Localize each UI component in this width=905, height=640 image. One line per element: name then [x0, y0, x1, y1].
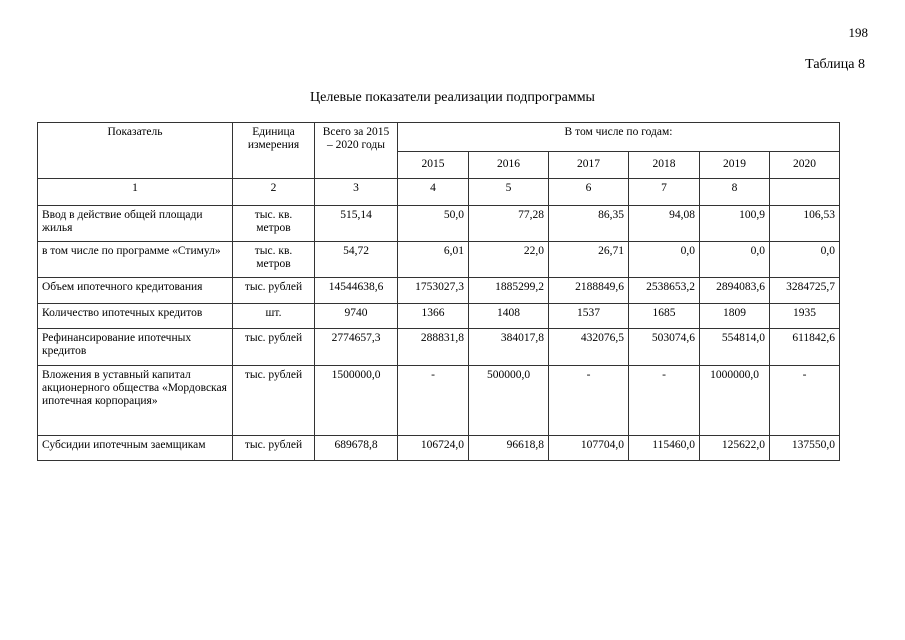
row-value: 77,28: [469, 206, 549, 242]
column-index: 3: [315, 179, 398, 206]
column-index: 7: [629, 179, 700, 206]
row-value: 2188849,6: [549, 278, 629, 304]
row-label: Рефинансирование ипотечных кредитов: [38, 329, 233, 366]
column-index: 1: [38, 179, 233, 206]
row-value: 1537: [549, 304, 629, 329]
row-value: 0,0: [700, 242, 770, 278]
row-value: 106,53: [770, 206, 840, 242]
row-label: Количество ипотечных кредитов: [38, 304, 233, 329]
row-value: 107704,0: [549, 436, 629, 461]
row-unit: тыс. рублей: [233, 329, 315, 366]
table-row: [38, 366, 840, 436]
header-unit: Единица измерения: [233, 123, 315, 179]
row-value: -: [770, 366, 840, 436]
row-value: -: [629, 366, 700, 436]
header-by-years: В том числе по годам:: [398, 123, 840, 152]
row-value: 1685: [629, 304, 700, 329]
row-value: 86,35: [549, 206, 629, 242]
header-year-2018: 2018: [629, 152, 700, 179]
column-index-row: [38, 179, 840, 206]
row-value: 2538653,2: [629, 278, 700, 304]
row-value: 1935: [770, 304, 840, 329]
row-total: 54,72: [315, 242, 398, 278]
row-value: -: [398, 366, 469, 436]
row-value: 0,0: [770, 242, 840, 278]
row-value: 1000000,0: [700, 366, 770, 436]
header-year-2019: 2019: [700, 152, 770, 179]
row-value: 384017,8: [469, 329, 549, 366]
row-total: 14544638,6: [315, 278, 398, 304]
row-unit: тыс. рублей: [233, 436, 315, 461]
row-value: 1809: [700, 304, 770, 329]
indicators-table: [37, 122, 840, 461]
row-value: 2894083,6: [700, 278, 770, 304]
row-value: 503074,6: [629, 329, 700, 366]
column-index: 5: [469, 179, 549, 206]
row-value: 94,08: [629, 206, 700, 242]
row-unit: шт.: [233, 304, 315, 329]
row-value: 611842,6: [770, 329, 840, 366]
table-row: [38, 304, 840, 329]
row-value: 26,71: [549, 242, 629, 278]
row-value: 1885299,2: [469, 278, 549, 304]
row-total: 1500000,0: [315, 366, 398, 436]
row-total: 689678,8: [315, 436, 398, 461]
column-index: 4: [398, 179, 469, 206]
header-year-2015: 2015: [398, 152, 469, 179]
header-year-2016: 2016: [469, 152, 549, 179]
row-label: Объем ипотечного кредитования: [38, 278, 233, 304]
column-index: 6: [549, 179, 629, 206]
table-row: [38, 278, 840, 304]
row-unit: тыс. кв. метров: [233, 206, 315, 242]
row-value: 100,9: [700, 206, 770, 242]
page-number: 198: [848, 25, 868, 40]
table-row: [38, 206, 840, 242]
row-value: 115460,0: [629, 436, 700, 461]
header-year-2017: 2017: [549, 152, 629, 179]
row-unit: тыс. рублей: [233, 366, 315, 436]
row-value: 106724,0: [398, 436, 469, 461]
header-total: Всего за 2015 – 2020 годы: [315, 123, 398, 179]
table-row: [38, 242, 840, 278]
row-value: 50,0: [398, 206, 469, 242]
row-value: 137550,0: [770, 436, 840, 461]
row-label: Ввод в действие общей площади жилья: [38, 206, 233, 242]
document-title: Целевые показатели реализации подпрограммы: [310, 90, 595, 105]
row-value: 500000,0: [469, 366, 549, 436]
row-total: 515,14: [315, 206, 398, 242]
row-unit: тыс. кв. метров: [233, 242, 315, 278]
row-label: в том числе по программе «Стимул»: [38, 242, 233, 278]
header-indicator: Показатель: [38, 123, 233, 179]
row-value: 1753027,3: [398, 278, 469, 304]
table-row: [38, 436, 840, 461]
row-label: Вложения в уставный капитал акционерного общества «Мордовская ипотечная корпорация»: [38, 366, 233, 436]
table-label: Таблица 8: [805, 57, 865, 72]
row-unit: тыс. рублей: [233, 278, 315, 304]
row-total: 2774657,3: [315, 329, 398, 366]
row-value: 432076,5: [549, 329, 629, 366]
row-value: 6,01: [398, 242, 469, 278]
column-index: [770, 179, 840, 206]
row-value: -: [549, 366, 629, 436]
row-value: 0,0: [629, 242, 700, 278]
row-value: 96618,8: [469, 436, 549, 461]
row-value: 288831,8: [398, 329, 469, 366]
header-year-2020: 2020: [770, 152, 840, 179]
row-value: 1408: [469, 304, 549, 329]
row-value: 125622,0: [700, 436, 770, 461]
row-value: 554814,0: [700, 329, 770, 366]
row-value: 3284725,7: [770, 278, 840, 304]
column-index: 8: [700, 179, 770, 206]
table-row: [38, 329, 840, 366]
row-label: Субсидии ипотечным заемщикам: [38, 436, 233, 461]
row-value: 22,0: [469, 242, 549, 278]
row-value: 1366: [398, 304, 469, 329]
column-index: 2: [233, 179, 315, 206]
row-total: 9740: [315, 304, 398, 329]
